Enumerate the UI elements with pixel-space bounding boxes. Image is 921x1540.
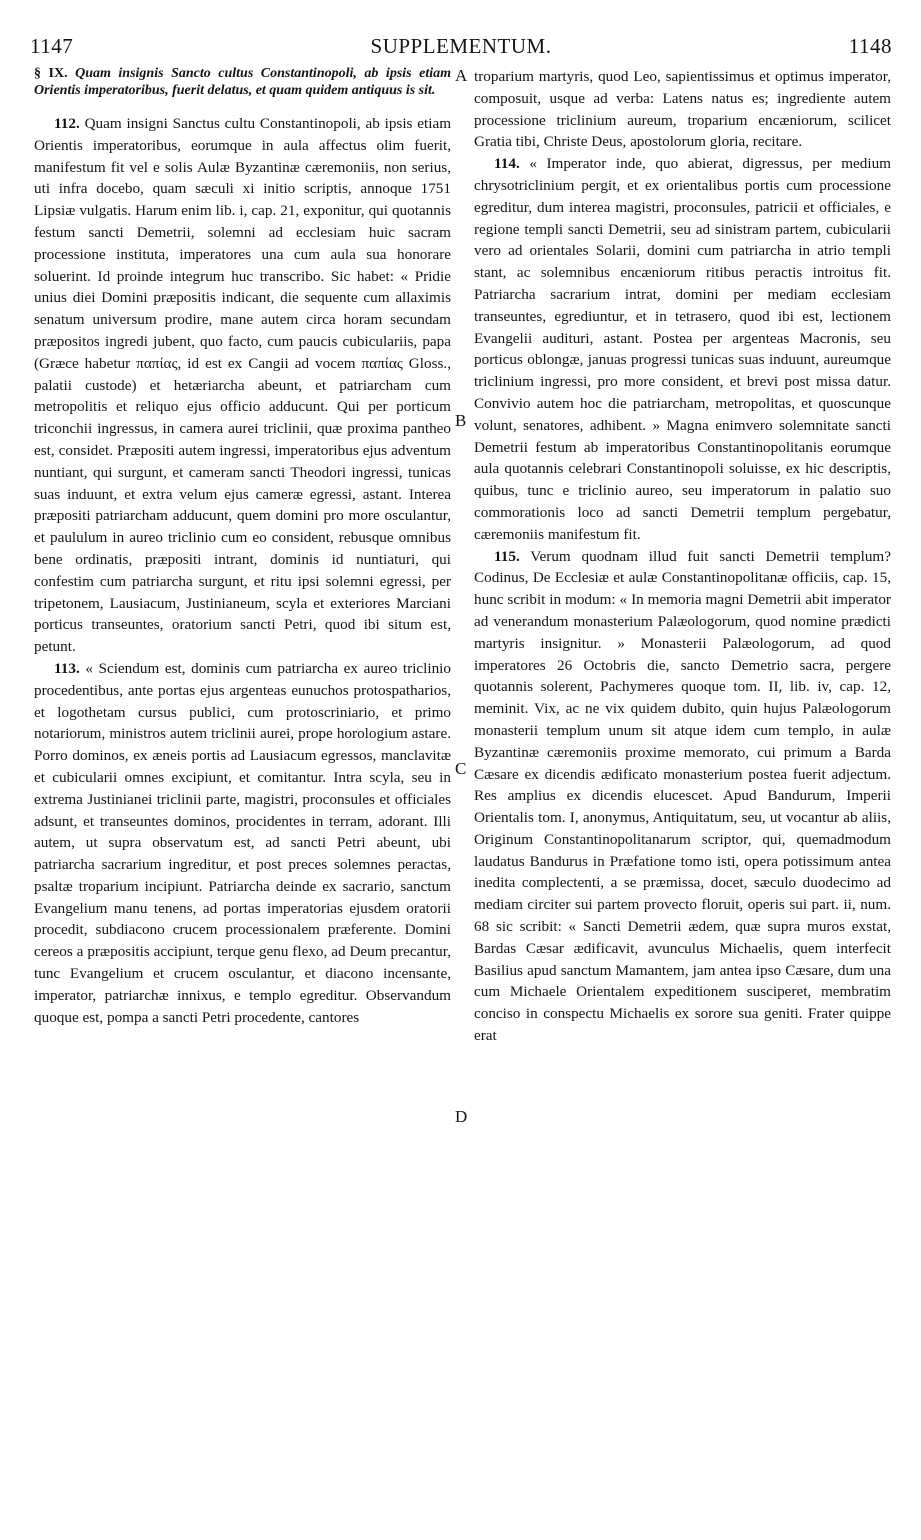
paragraph-114 (474, 153, 891, 545)
margin-marker-b: B (455, 411, 467, 430)
section-heading-number: § IX. (34, 66, 68, 81)
page-header (30, 34, 892, 64)
paragraph-number: 112. (54, 115, 80, 132)
running-title: SUPPLEMENTUM. (370, 34, 552, 58)
paragraph-continuation: troparium martyris, quod Leo, sapientissimus et optimus imperator, composuit, usque ad verba: Latens natus es; ingrediente autem processione triclinium aureum, troparium encæniorum, scilicet Gratia tibi, Christe Deus, apostolorum gloria, recitare. (474, 68, 891, 151)
section-heading (34, 66, 451, 99)
paragraph-number: 114. (494, 155, 520, 173)
paragraph-text: « Sciendum est, dominis cum patriarcha ex aureo triclinio procedentibus, ante portas ejus argenteas eunuchos protospatharios, et logothetam cursus publici, cum protoscriniario, et primo notariorum, ministros autem triclinii aurei, prope horologium astare. Porro dominos, ex æneis portis ad Lausiacum egressos, manclavitæ et cubicularii omnes excipiunt, et comitantur. Intra scyla, seu in extrema Justinianei triclinii parte, magistri, proconsules et officiales adsunt, et transeuntes dominos, procidentes in terram, adorant. Illi autem, ut supra observatum est, ad sancti Petri abeunt, ubi patriarcha sacrarium ingreditur, et post preces solemnes peractas, psaltæ troparium incipiunt. Patriarcha deinde ex sacrario, sanctum Evangelium manu tenens, ad portas imperatorias ejusdem oratorii procedit, subdiacono crucem processionalem præferente. Domini cereos a præpositis accipiunt, terque genu flexo, ad Deum precantur, tunc Evangelium et crucem osculantur, et diacono incensante, imperator, patriarchæ innixus, e templo egreditur. Observandum quoque est, pompa a sancti Petri procedente, cantores (34, 659, 451, 1026)
paragraph-112 (34, 113, 451, 658)
paragraph-number: 113. (54, 659, 80, 677)
margin-marker-c: C (455, 759, 467, 778)
page-number-left: 1147 (30, 34, 74, 58)
paragraph-113 (34, 658, 451, 1029)
section-heading-text: Quam insignis Sancto cultus Constantinopoli, ab ipsis etiam Orientis imperatoribus, fuerit delatus, et quam quidem antiquus is sit. (34, 66, 452, 98)
left-column (34, 66, 451, 1028)
right-column (474, 66, 891, 1047)
paragraph-text: Verum quodnam illud fuit sancti Demetrii templum? Codinus, De Ecclesiæ et aulæ Constantinopolitanæ officiis, cap. 15, hunc scribit in modum: « In memoria magni Demetrii abit imperator ad venerandum monasterium Palæologorum, quod nomine prædicti martyris insignitur. » Monasterii Palæologorum, ad quod imperatores 26 Octobris die, sancto Demetrio sacra, pergere quotannis solerent, Pachymeres quoque tom. II, lib. iv, cap. 12, meminit. Vix, ac ne vix quidem dubito, quin hujus Palæologorum monasterii templum unum sit atque idem cum templo, in aulæ Byzantinæ cæremoniis proxime memorato, cui primum a Barda Cæsare ex dicendis ædificato monasterium postea fuerit adjectum. Res amplius ex dicendis elucescet. Apud Bandurum, Imperii Orientalis tom. I, anonymus, Antiquitatum, seu, ut vocantur ab aliis, Originum Constantinopolitanarum scriptor, qui, quemadmodum laudatus Bandurus in Præfatione tomo isti, opera potissimum antea inedita complectenti, a se præmissa, docet, sæculo duodecimo ad mediam circiter sui partem provecto floruit, operis sui part. ii, num. 68 sic scribit: « Sancti Demetrii ædem, quæ supra muros exstat, Bardas Cæsar ædificavit, avunculus Michaelis, quem interfecit Basilius apud sanctum Mamantem, jam antea ipso Cæsare, dum una cum Michaele Orientalem expeditionem susciperet, membratim conciso in conspectu Michaelis ex sorore sua geniti. Frater quippe erat (474, 547, 891, 1045)
paragraph-text: « Imperator inde, quo abierat, digressus, per medium chrysotriclinium pergit, et ex orientalibus portis cum processione egreditur, dum interea magistri, proconsules, patricii et officiales, e regione templi sancti Demetrii, seu ad sinistram partem, cubicularii vero ad orientales Solarii, domini cum patriarcha in atrio templi stant, ac solemnibus encæniorum ritibus peractis introitus fit. Patriarcha sacrarium intrat, domini per mediam ecclesiam transeuntes, egrediuntur, et in tetrasero, quod ibi est, lectionem Evangelii audituri, astant. Postea per argenteas Macronis, seu porticus oblongæ, januas progressi tunicas suas induunt, aureumque triclinium ingressi, pro more consident, et brevi post missa datur. Convivio autem hoc die patriarcham, metropolitas, et quoscunque volunt, senatores, adhibent. » Magna enimvero solemnitate sancti Demetrii festum ab imperatoribus Constantinopolitanis eorumque aula quotannis celebrari Constantinopoli soluisse, ex hic descriptis, quibus, tunc e triclinio aureo, seu imperatorum in palatio suo commorationis loco ad sancti Demetrii templum pergebatur, cæremoniis manifestum fit. (474, 155, 891, 543)
margin-marker-d: D (455, 1107, 468, 1126)
paragraph-115 (474, 546, 891, 1047)
paragraph-number: 115. (494, 547, 520, 565)
margin-marker-a: A (455, 66, 468, 85)
page-number-right: 1148 (848, 34, 892, 58)
paragraph-text: Quam insigni Sanctus cultu Constantinopoli, ab ipsis etiam Orientis imperatoribus, eorumque in aula affectus olim fuerit, manifestum fit vel e solis Aulæ Byzantinæ cæremoniis, non serius, uti infra docebo, quam sæculi xi initio scriptis, annoque 1751 Lipsiæ vulgatis. Harum enim lib. i, cap. 21, exponitur, qui quotannis festum sancti Demetrii, solemni ad ecclesiam huic sacram processione instituta, imperatores una cum aula sua honorare soluerint. Id proinde integrum huc transcribo. Sic habet: « Pridie unius diei Domini præpositis indicant, die sequente cum allaximis senatum universum prodire, mane autem circa horam secundam præpositos ingredi jubent, quo facto, cum paucis cubiculariis, papa (Græce habetur παπίας, id est ex Cangii ad vocem παπίας Gloss., palatii custode) et hetæriarcha abeunt, et patriarcham cum metropolitis et reliquo ejus officio adducunt. Qui per porticum triconchii ingressus, in camera aurei triclinii, quæ proxima pantheo est, considet. Præpositi autem ingressi, imperatoribus ejus adventum nuntiant, qui surgunt, et cameram sancti Theodori ingressi, tunicas suas induunt, et extra velum ejus cameræ egressi, astant. Interea præpositi patriarcham adducunt, quem domini pro more osculantur, et paululum in aureo triclinio cum eo consident, rebusque omnibus bene ordinatis, præpositi intrant, dominis id nuntiaturi, qui confestim cum patriarcha surgunt, et ritu ipsi solemni egressi, per tripetonem, Lausiacum, Justinianeum, scyla et exteriores Marciani porticus transeuntes, oratorium sancti Petri, quod ibi situm est, petunt. (34, 115, 452, 656)
